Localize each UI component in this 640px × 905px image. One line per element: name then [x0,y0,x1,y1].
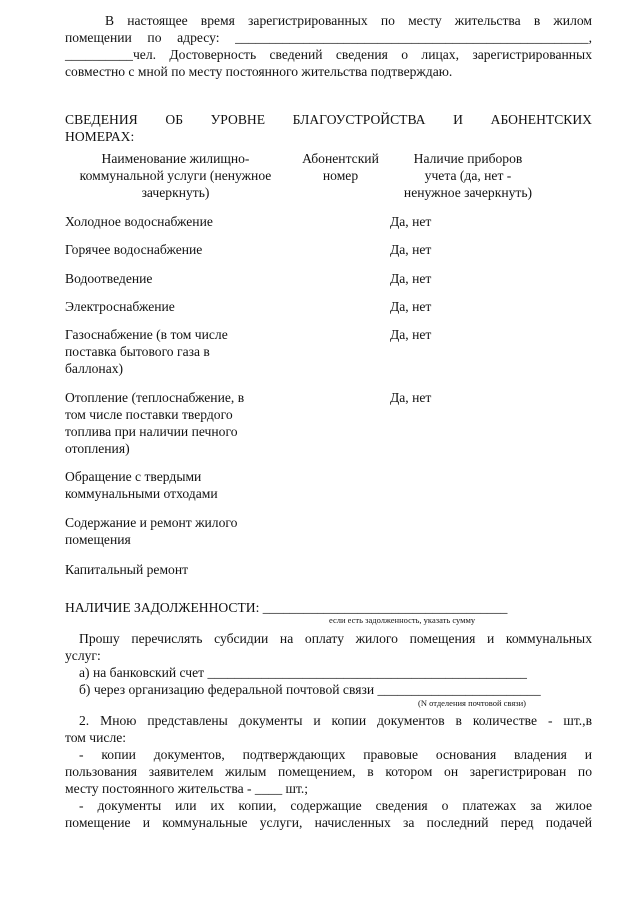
service-line: Горячее водоснабжение [65,242,203,257]
service-name [65,241,285,258]
service-name [65,270,285,287]
post-office-hint: (N отделения почтовой связи) [418,698,526,708]
docs-item-1-line-3: месту постоянного жительства - ____ шт.; [65,781,309,796]
subsidy-post-option: б) через организацию федеральной почтовой связи ________________________ [79,682,541,697]
subsidy-line-2: услуг: [65,648,101,663]
header-service [63,150,288,201]
header-meter [393,150,543,201]
header-service-line: зачеркнуть) [141,185,210,200]
service-name [65,468,285,502]
meter-value: Да, нет [390,271,432,286]
header-meter-line: ненужное зачеркнуть) [403,185,533,200]
intro-line-4: совместно с мной по месту постоянного жительства подтверждаю. [65,64,453,79]
service-line: коммунальными отходами [65,486,218,501]
subsidy-section [65,630,592,698]
docs-line-2: том числе: [65,730,127,745]
header-service-line: Наименование жилищно- [101,151,250,166]
service-line: Водоотведение [65,271,153,286]
section-title [65,111,592,145]
service-line: том числе поставки твердого [65,407,233,422]
header-meter-line: учета (да, нет - [424,168,512,183]
section-title-line-1: СВЕДЕНИЯ ОБ УРОВНЕ БЛАГОУСТРОЙСТВА И АБОНЕНТСКИХ [65,112,592,127]
service-line: отопления) [65,441,130,456]
header-account-line: номер [322,168,359,183]
service-line: Газоснабжение (в том числе [65,327,228,342]
service-name [65,326,285,377]
service-line: Капитальный ремонт [65,562,189,577]
meter-value: Да, нет [390,390,432,405]
service-line: помещения [65,532,131,547]
meter-value: Да, нет [390,242,432,257]
intro-line-3: __________чел. Достоверность сведений сведения о лицах, зарегистрированных [65,47,592,62]
docs-item-2-line-2: помещение и коммунальные услуги, начисленных за последний перед подачей [65,815,592,830]
subsidy-bank-option: а) на банковский счет _______________________________________________ [79,665,527,680]
header-meter-line: Наличие приборов [413,151,523,166]
subsidy-line-1: Прошу перечислять субсидии на оплату жилого помещения и коммунальных [79,631,592,646]
service-line: топлива при наличии печного [65,424,238,439]
docs-line-1: 2. Мною представлены документы и копии документов в количестве - шт.,в [79,713,592,728]
section-title-line-2: НОМЕРАХ: [65,129,135,144]
intro-line-1: В настоящее время зарегистрированных по месту жительства в жилом [105,13,592,28]
header-service-line: коммунальной услуги (ненужное [79,168,272,183]
meter-value: Да, нет [390,299,432,314]
service-name [65,561,285,578]
service-line: Обращение с твердыми [65,469,202,484]
service-name [65,298,285,315]
meter-value: Да, нет [390,327,432,342]
service-line: Отопление (теплоснабжение, в [65,390,245,405]
service-line: Содержание и ремонт жилого [65,515,238,530]
service-line: баллонах) [65,361,124,376]
docs-item-1-line-1: - копии документов, подтверждающих правовые основания владения и [79,747,592,762]
service-line: Электроснабжение [65,299,175,314]
header-account-line: Абонентский [302,151,379,166]
header-account [293,150,388,184]
service-name [65,514,285,548]
service-name [65,389,285,457]
docs-item-2-line-1: - документы или их копии, содержащие сведения о платежах за жилое [79,798,592,813]
debt-section [65,599,592,616]
intro-paragraph [65,12,592,80]
debt-label: НАЛИЧИЕ ЗАДОЛЖЕННОСТИ: ____________________________________ [65,600,508,615]
service-name [65,213,285,230]
debt-hint: если есть задолженность, указать сумму [329,615,476,625]
docs-item-1-line-2: пользования заявителем жилым помещением, в котором он зарегистрирован по [65,764,592,779]
intro-line-2: помещении по адресу: ____________________________________________________, [65,30,592,45]
documents-section [65,712,592,831]
service-line: Холодное водоснабжение [65,214,213,229]
meter-value: Да, нет [390,214,432,229]
service-line: поставка бытового газа в [65,344,210,359]
